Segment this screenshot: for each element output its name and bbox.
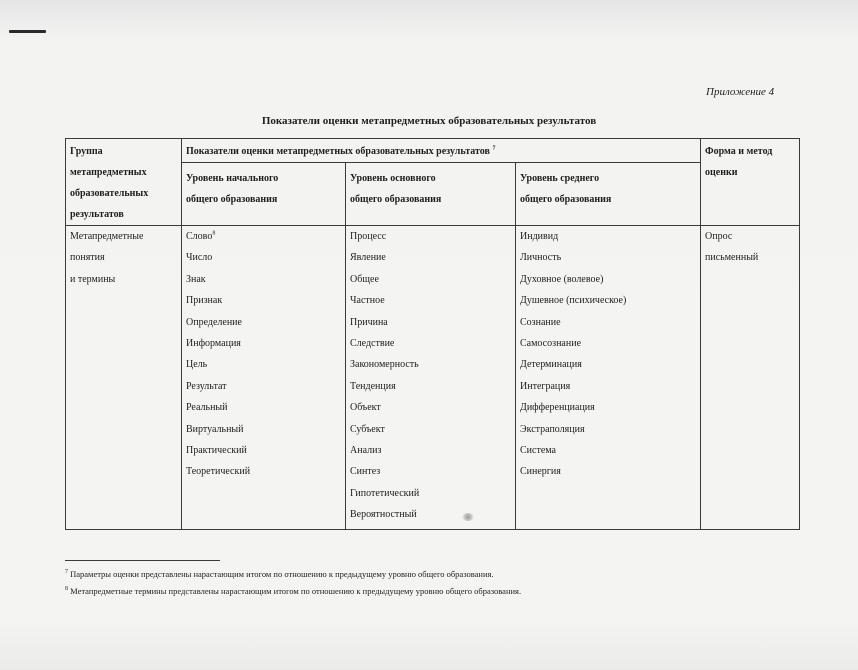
term-text: Слово bbox=[186, 231, 213, 242]
list-item: Информация bbox=[186, 338, 241, 350]
list-item: Интеграция bbox=[520, 380, 571, 392]
list-item: Цель bbox=[186, 359, 208, 371]
form-column-header bbox=[701, 139, 800, 226]
group-line: понятия bbox=[70, 252, 105, 264]
header-line: метапредметных bbox=[70, 167, 147, 178]
header-line: Форма и метод bbox=[705, 146, 773, 157]
form-cell bbox=[701, 226, 800, 530]
list-item: Гипотетический bbox=[350, 487, 420, 499]
list-item: Система bbox=[520, 445, 556, 457]
list-item: Частное bbox=[350, 295, 385, 307]
list-item: Душевное (психическое) bbox=[520, 295, 627, 307]
list-item: Синергия bbox=[520, 466, 561, 478]
footnote-mark: 7 bbox=[492, 145, 496, 152]
footnote-text: Параметры оценки представлены нарастающим итогом по отношению к предыдущему уровню общего образования. bbox=[70, 569, 494, 579]
footnote-mark: 8 bbox=[212, 230, 216, 237]
footnote-mark: 7 bbox=[65, 569, 68, 576]
secondary-terms-cell bbox=[516, 226, 701, 530]
list-item: Личность bbox=[520, 252, 562, 264]
list-item: Виртуальный bbox=[186, 423, 244, 435]
footnote-8 bbox=[65, 586, 521, 596]
appendix-label: Приложение 4 bbox=[706, 86, 775, 98]
header-line: Уровень начального bbox=[186, 173, 279, 184]
list-item bbox=[186, 226, 341, 247]
header-line: оценки bbox=[705, 167, 738, 178]
list-item: Сознание bbox=[520, 316, 561, 328]
list-item: Закономерность bbox=[350, 359, 419, 371]
form-line: Опрос bbox=[705, 231, 733, 242]
list-item: Вероятностный bbox=[350, 509, 417, 521]
list-item: Теоретический bbox=[186, 466, 251, 478]
basic-level-header bbox=[346, 163, 516, 226]
footnote-mark: 8 bbox=[65, 586, 68, 593]
footnote-text: Метапредметные термины представлены нарастающим итогом по отношению к предыдущему уровню общего образования. bbox=[70, 586, 522, 596]
list-item: Явление bbox=[350, 252, 386, 264]
list-item: Духовное (волевое) bbox=[520, 273, 604, 285]
form-line: письменный bbox=[705, 252, 759, 264]
table-row bbox=[66, 226, 800, 530]
primary-level-header bbox=[182, 163, 346, 226]
indicators-table bbox=[65, 138, 800, 530]
list-item: Знак bbox=[186, 273, 206, 285]
header-line: общего образования bbox=[186, 194, 278, 205]
list-item: Экстраполяция bbox=[520, 423, 585, 435]
group-line: Метапредметные bbox=[70, 231, 144, 242]
list-item: Следствие bbox=[350, 338, 395, 350]
group-cell bbox=[66, 226, 182, 530]
list-item: Признак bbox=[186, 295, 223, 307]
indicators-header bbox=[182, 139, 701, 163]
list-item: Практический bbox=[186, 445, 247, 457]
list-item: Объект bbox=[350, 402, 381, 414]
document-title: Показатели оценки метапредметных образовательных результатов bbox=[261, 115, 597, 127]
list-item: Общее bbox=[350, 273, 379, 285]
basic-terms-cell bbox=[346, 226, 516, 530]
group-line: и термины bbox=[70, 273, 116, 285]
secondary-level-header bbox=[516, 163, 701, 226]
header-line: Уровень среднего bbox=[520, 173, 600, 184]
list-item: Дифференциация bbox=[520, 402, 595, 414]
header-line: результатов bbox=[70, 209, 124, 220]
list-item: Число bbox=[186, 252, 213, 264]
list-item: Синтез bbox=[350, 466, 381, 478]
list-item: Результат bbox=[186, 380, 227, 392]
scan-mark bbox=[9, 30, 46, 33]
indicators-header-text: Показатели оценки метапредметных образовательных результатов bbox=[186, 146, 490, 157]
header-line: образовательных bbox=[70, 188, 149, 199]
header-line: Уровень основного bbox=[350, 173, 436, 184]
footnote-separator bbox=[65, 560, 220, 561]
group-column-header bbox=[66, 139, 182, 226]
list-item: Анализ bbox=[350, 445, 382, 457]
list-item: Тенденция bbox=[350, 380, 396, 392]
header-line: общего образования bbox=[520, 194, 612, 205]
table-header-row bbox=[66, 139, 800, 163]
list-item: Определение bbox=[186, 316, 242, 328]
list-item: Причина bbox=[350, 316, 388, 328]
list-item: Процесс bbox=[350, 231, 387, 242]
primary-terms-cell bbox=[182, 226, 346, 530]
list-item: Самосознание bbox=[520, 338, 582, 350]
list-item: Индивид bbox=[520, 231, 559, 242]
list-item: Субъект bbox=[350, 423, 385, 435]
header-line: Группа bbox=[70, 146, 103, 157]
list-item: Реальный bbox=[186, 402, 228, 414]
header-line: общего образования bbox=[350, 194, 442, 205]
list-item: Детерминация bbox=[520, 359, 582, 371]
footnote-7 bbox=[65, 569, 494, 579]
